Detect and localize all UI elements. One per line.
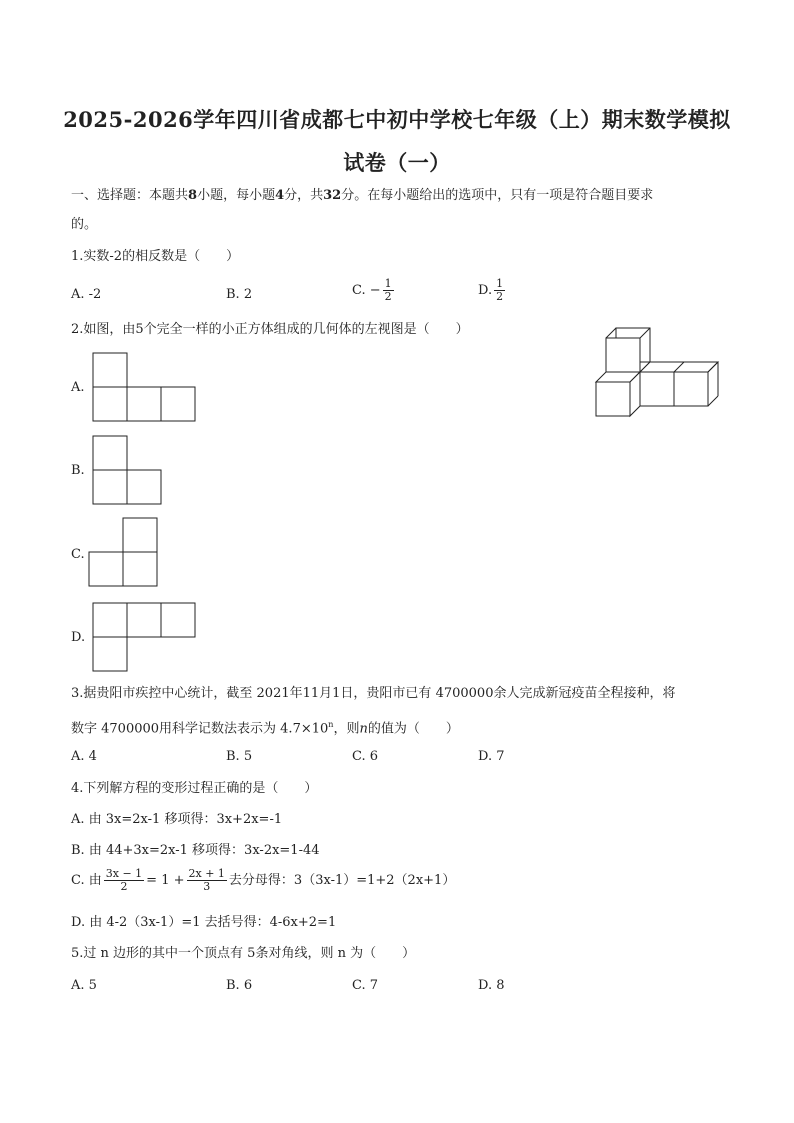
- q5-option-c: C. 7: [352, 978, 379, 993]
- q2-option-a-label: A.: [71, 380, 85, 395]
- q2-option-c-label: C.: [71, 547, 85, 562]
- section-heading: 一、选择题：本题共8小题，每小题4分，共32分。在每小题给出的选项中，只有一项是符合题目要求: [71, 188, 654, 203]
- question-4-stem: 4.下列解方程的变形过程正确的是（ ）: [71, 781, 318, 796]
- q4-option-b: B. 由 44+3x=2x-1 移项得：3x-2x=1-44: [71, 843, 320, 858]
- q2-option-a-figure: [92, 352, 198, 424]
- q2-option-d-figure: [92, 602, 198, 674]
- q5-option-a: A. 5: [71, 978, 97, 993]
- question-1-stem: 1.实数-2的相反数是（ ）: [71, 249, 240, 264]
- q1-option-a: A. -2: [71, 287, 102, 302]
- q3-option-c: C. 6: [352, 749, 379, 764]
- question-3-stem-cont: 数字 4700000用科学记数法表示为 $4.7\times 10^n$，则n的值为（ ）: [71, 720, 459, 737]
- page-title-line2: 试卷（一）: [343, 150, 451, 175]
- q2-option-b-figure: [92, 435, 164, 507]
- q5-option-d: D. 8: [478, 978, 505, 993]
- q3-option-a: A. 4: [71, 749, 97, 764]
- page-title: 2025-2026学年四川省成都七中初中学校七年级（上）期末数学模拟: [63, 107, 731, 132]
- q2-option-d-label: D.: [71, 630, 86, 645]
- q3-option-d: D. 7: [478, 749, 505, 764]
- q3-option-b: B. 5: [226, 749, 253, 764]
- q2-option-c-figure: [88, 517, 160, 589]
- q1-option-c: C. − $\frac{1}{2}$: [352, 277, 392, 303]
- q2-option-b-label: B.: [71, 463, 85, 478]
- q1-option-b: B. 2: [226, 287, 253, 302]
- q5-option-b: B. 6: [226, 978, 253, 993]
- q1-option-d: D. $\frac{1}{2}$: [478, 277, 504, 303]
- q4-option-c: C. 由 $\frac{3x - 1}{2}$ = 1 + $\frac{2x + 1}{3}$ 去分母得：3（3x-1）=1+2（2x+1）: [71, 867, 456, 893]
- section-heading-cont: 的。: [71, 217, 98, 232]
- q4-option-d: D. 由 4-2（3x-1）=1 去括号得：4-6x+2=1: [71, 915, 337, 930]
- question-3-stem: 3.据贵阳市疾控中心统计，截至 2021年11月1日，贵阳市已有 4700000余人完成新冠疫苗全程接种，将: [71, 686, 676, 701]
- question-2-stem: 2.如图，由5个完全一样的小正方体组成的几何体的左视图是（ ）: [71, 322, 469, 337]
- q4-option-a: A. 由 3x=2x-1 移项得：3x+2x=-1: [71, 812, 283, 827]
- cube-solid-figure: [590, 322, 725, 422]
- question-5-stem: 5.过 n 边形的其中一个顶点有 5条对角线，则 n 为（ ）: [71, 946, 416, 961]
